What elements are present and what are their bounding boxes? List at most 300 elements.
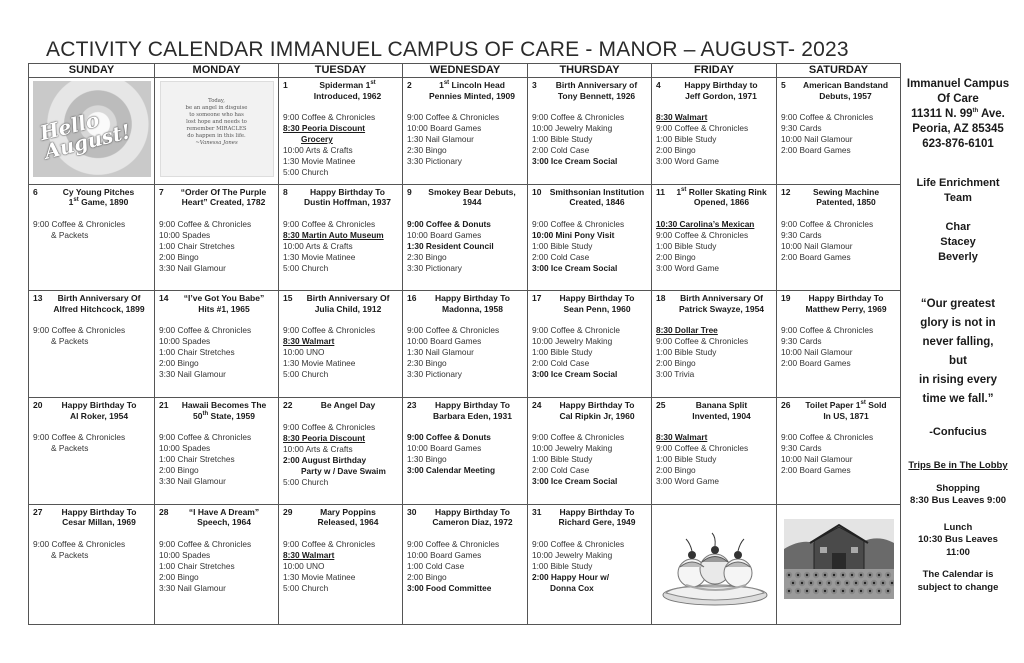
activity-item: 3:00 Ice Cream Social (532, 262, 618, 273)
activity-item: 1:00 Bible Study (532, 134, 593, 144)
activity-list (407, 539, 523, 594)
day-number: 1 (283, 80, 288, 90)
activity-item: 1:00 Bible Study (656, 240, 717, 251)
quote-card-line: do happen in this life. (187, 133, 246, 139)
activity-item: 10:00 Mini Pony Visit (532, 229, 615, 240)
activity-item: 8:30 Walmart (283, 549, 335, 560)
observance-line: Birth Anniversary of (555, 80, 638, 90)
day-number: 4 (656, 80, 661, 90)
day-number: 23 (407, 400, 417, 411)
activity-item: 10:00 Nail Glamour (781, 240, 853, 251)
observance-line: “Order Of The Purple (180, 186, 267, 197)
lunch-time: 10:30 Bus Leaves (918, 534, 998, 545)
day-cell (279, 291, 403, 398)
day-cell (403, 291, 528, 398)
activity-list (33, 325, 150, 347)
activity-item: 1:00 Bible Study (656, 454, 717, 465)
activity-item: 2:00 Cold Case (532, 251, 590, 262)
observance-line: Invented, 1904 (692, 410, 751, 421)
observance-line: Smithsonian Institution (549, 186, 645, 197)
activity-item: 9:00 Coffee & Chronicles (656, 336, 749, 347)
observance-line: Happy Birthday To (435, 506, 510, 517)
activity-item: 9:30 Cards (781, 443, 822, 454)
observance-line: Patented, 1850 (816, 197, 876, 208)
observance-line: Cy Young Pitches (62, 186, 135, 197)
calendar-grid (28, 63, 901, 625)
activity-item: 8:30 Walmart (656, 432, 708, 443)
observance-text (48, 507, 150, 528)
activity-list (656, 219, 772, 274)
angel-quote-image (160, 81, 274, 177)
image-cell (652, 504, 777, 624)
observance-text (297, 187, 398, 208)
activity-item: 1:30 Nail Glamour (407, 134, 474, 144)
day-number: 10 (532, 186, 542, 197)
activity-item: 8:30 Peoria Discount (283, 432, 366, 443)
activity-list (656, 432, 772, 487)
activity-item: 1:30 Nail Glamour (407, 347, 474, 358)
day-header (33, 507, 150, 528)
activity-item: 3:00 Food Committee (407, 582, 492, 593)
observance-line: Madonna, 1958 (442, 303, 503, 314)
observance-line: Birth Anniversary Of (680, 293, 763, 304)
activity-item: 8:30 Walmart (656, 112, 708, 122)
observance-text (422, 507, 523, 528)
activity-item: 3:00 Ice Cream Social (532, 476, 618, 487)
activity-item: 3:00 Trivia (656, 369, 695, 380)
activity-item: 10:00 Nail Glamour (781, 454, 853, 465)
org-name-line1: Immanuel Campus (906, 78, 1010, 90)
observance-text (671, 293, 772, 314)
activity-item: 9:00 Coffee & Chronicles (283, 325, 376, 336)
activity-item: 9:00 Coffee & Chronicles (159, 538, 252, 549)
activity-item: 9:00 Coffee & Chronicles (781, 112, 874, 122)
observance-line: Happy Birthday To (435, 400, 510, 411)
activity-list (656, 112, 772, 167)
observance-line: In US, 1871 (823, 410, 869, 421)
observance-line: Opened, 1866 (693, 197, 750, 208)
observance-text (422, 400, 523, 421)
activity-list (283, 112, 398, 178)
observance-text (173, 187, 274, 208)
activity-list (407, 112, 523, 167)
activity-item: 3:00 Ice Cream Social (532, 156, 618, 166)
activity-item: 9:00 Coffee & Chronicles (33, 218, 126, 229)
day-header (781, 400, 896, 421)
observance-line: Richard Gere, 1949 (558, 517, 636, 528)
weekday-header: FRIDAY (652, 64, 777, 78)
day-number: 22 (283, 400, 293, 411)
activity-item: 1:30 Movie Matinee (283, 358, 356, 369)
notice-line: subject to change (917, 581, 999, 593)
activity-item: 9:00 Coffee & Chronicles (33, 325, 126, 336)
observance-line: Happy Birthday To (435, 293, 510, 304)
day-header (33, 400, 150, 421)
day-header (33, 293, 150, 314)
observance-text (547, 187, 647, 208)
activity-item: 9:00 Coffee & Chronicles (532, 218, 625, 229)
observance-line: Sean Penn, 1960 (563, 303, 631, 314)
activity-item: Donna Cox (550, 582, 594, 593)
observance-text (298, 507, 398, 528)
activity-list (532, 112, 647, 167)
observance-line: Pennies Minted, 1909 (429, 90, 515, 101)
observance-text (547, 507, 647, 528)
activity-item: 10:00 UNO (283, 560, 325, 571)
observance-text (547, 400, 647, 421)
observance-line: 50th State, 1959 (193, 410, 255, 421)
day-header (159, 507, 274, 528)
activity-item: 9:00 Coffee & Chronicles (283, 421, 376, 432)
observance-text (671, 187, 772, 208)
observance-line: Birth Anniversary Of (306, 293, 390, 304)
activity-item: 3:00 Calendar Meeting (407, 465, 496, 476)
observance-line: 1st Game, 1890 (68, 197, 129, 208)
activity-list (781, 325, 896, 369)
day-header (159, 187, 274, 208)
activity-item: 9:00 Coffee & Chronicles (159, 218, 252, 229)
activity-item: 1:30 Movie Matinee (283, 251, 356, 262)
activity-item: 9:00 Coffee & Chronicles (407, 325, 500, 336)
day-number: 15 (283, 293, 293, 304)
activity-list (532, 325, 647, 380)
team-heading-line1: Life Enrichment (916, 177, 1000, 189)
inspirational-quote (902, 295, 1014, 409)
activity-item: 3:00 Word Game (656, 476, 720, 487)
activity-item: 1:00 Bible Study (656, 347, 717, 358)
observance-line: Matthew Perry, 1969 (805, 303, 887, 314)
weekday-header: THURSDAY (528, 64, 652, 78)
observance-line: Heart” Created, 1782 (181, 197, 266, 208)
observance-line: 1st Lincoln Head (439, 80, 505, 90)
activity-item: 2:00 Bingo (656, 358, 696, 369)
activity-item: 9:00 Coffee & Chronicles (656, 229, 749, 240)
activity-list (159, 325, 274, 380)
image-cell (29, 78, 155, 185)
observance-line: Released, 1964 (317, 517, 379, 528)
activity-item: 1:00 Bible Study (532, 454, 593, 465)
day-cell (528, 398, 652, 505)
quote-card-line: lost hope and needs to (186, 119, 247, 125)
activity-item: 10:00 Spades (159, 336, 211, 347)
activity-item: 9:00 Coffee & Chronicles (159, 325, 252, 336)
day-cell (279, 184, 403, 291)
activity-list (283, 219, 398, 274)
activity-item: 9:00 Coffee & Chronicles (159, 432, 252, 443)
day-cell (403, 398, 528, 505)
observance-line: Alfred Hitchcock, 1899 (53, 303, 145, 314)
activity-item: 9:30 Cards (781, 229, 822, 240)
activity-item: 9:00 Coffee & Chronicles (656, 443, 749, 454)
observance-line: Mary Poppins (320, 506, 376, 517)
activity-item: 1:30 Bingo (407, 454, 447, 465)
quote-line: time we fall.” (922, 393, 994, 405)
day-cell (155, 184, 279, 291)
quote-line: in rising every (919, 374, 997, 386)
activity-item: 2:00 Bingo (656, 465, 696, 476)
activity-item: 10:00 Arts & Crafts (283, 240, 353, 251)
observance-text (671, 400, 772, 421)
activity-item: 5:00 Church (283, 167, 329, 177)
activity-item: Grocery (301, 134, 333, 144)
day-cell (29, 398, 155, 505)
day-number: 11 (656, 186, 665, 197)
observance-line: Sewing Machine (812, 186, 880, 197)
observance-text (796, 293, 896, 314)
day-cell (652, 78, 777, 185)
observance-line: Tony Bennett, 1926 (557, 90, 636, 101)
activity-item: 1:00 Bible Study (656, 134, 717, 144)
notice-line: The Calendar is (922, 569, 994, 580)
activity-item: 10:00 Spades (159, 443, 211, 454)
calendar-week-row (29, 504, 901, 624)
observance-text (546, 80, 647, 101)
activity-item: 2:00 Bingo (159, 358, 199, 369)
day-header (656, 400, 772, 421)
observance-line: Debuts, 1957 (819, 90, 872, 101)
day-cell (155, 398, 279, 505)
observance-line: Happy Birthday To (559, 293, 635, 304)
activity-list (407, 219, 523, 274)
observance-line: Created, 1846 (569, 197, 625, 208)
activity-item: & Packets (51, 336, 89, 347)
activity-item: 9:00 Coffee & Chronicles (656, 123, 749, 133)
day-cell (279, 504, 403, 624)
observance-text (796, 187, 896, 208)
observance-text (670, 80, 772, 101)
quote-card-line: remember MIRACLES (186, 126, 247, 132)
observance-line: “I Have A Dream” (188, 506, 260, 517)
observance-text (174, 400, 274, 421)
activity-list (283, 539, 398, 594)
observance-line: American Bandstand (802, 80, 889, 90)
image-cell (777, 504, 901, 624)
activity-list (33, 539, 150, 561)
day-cell (29, 504, 155, 624)
observance-line: Jeff Gordon, 1971 (685, 90, 757, 101)
day-header (407, 400, 523, 421)
activity-item: 2:00 Bingo (159, 465, 199, 476)
hello-august-image (33, 81, 151, 177)
activity-item: 8:30 Walmart (283, 336, 335, 347)
observance-line: Barbara Eden, 1931 (433, 410, 512, 421)
activity-item: 10:00 Jewelry Making (532, 549, 613, 560)
hello-august-text: Hello August! (37, 107, 133, 164)
activity-item: 5:00 Church (283, 582, 329, 593)
weekday-header-row (29, 64, 901, 78)
activity-item: 9:00 Coffee & Chronicles (283, 538, 376, 549)
weekday-header: MONDAY (155, 64, 279, 78)
observance-line: Dustin Hoffman, 1937 (304, 197, 391, 208)
day-number: 20 (33, 400, 43, 411)
quote-card-line: Today, (208, 98, 225, 104)
activity-list (283, 422, 398, 488)
activity-item: 10:00 Jewelry Making (532, 336, 613, 347)
day-number: 6 (33, 186, 38, 197)
observance-text (298, 400, 398, 411)
activity-item: 1:00 Bible Study (532, 347, 593, 358)
activity-item: 9:00 Coffee & Chronicles (407, 112, 500, 122)
activity-item: 3:30 Nail Glamour (159, 582, 226, 593)
activity-item: 10:00 Spades (159, 229, 211, 240)
calendar-week-row (29, 291, 901, 398)
image-cell (155, 78, 279, 185)
activity-item: 9:00 Coffee & Chronicles (532, 538, 625, 549)
day-cell (777, 184, 901, 291)
activity-item: 10:00 Board Games (407, 229, 482, 240)
activity-item: 2:00 Bingo (159, 571, 199, 582)
observance-line: Introduced, 1962 (313, 90, 382, 101)
activity-list (159, 432, 274, 487)
activity-item: 3:30 Nail Glamour (159, 369, 226, 380)
observance-text (48, 400, 150, 421)
activity-list (159, 539, 274, 594)
activity-list (407, 325, 523, 380)
calendar-title: ACTIVITY CALENDAR IMMANUEL CAMPUS OF CARE - MANOR – AUGUST- 2023 (46, 38, 849, 61)
day-cell (403, 78, 528, 185)
quote-line: but (949, 355, 967, 367)
observance-line: Banana Split (695, 400, 748, 411)
day-cell (777, 78, 901, 185)
activity-list (781, 112, 896, 156)
activity-list (532, 219, 647, 274)
activity-list (656, 325, 772, 380)
shopping-time: 8:30 Bus Leaves 9:00 (909, 495, 1007, 506)
observance-text (48, 293, 150, 314)
activity-item: 1:30 Movie Matinee (283, 156, 356, 166)
team-heading (902, 176, 1014, 206)
day-cell (652, 184, 777, 291)
shopping-info (902, 483, 1014, 508)
day-cell (279, 78, 403, 185)
day-number: 13 (33, 293, 43, 304)
observance-line: Happy Birthday To (559, 506, 635, 517)
day-cell (155, 291, 279, 398)
day-number: 19 (781, 293, 791, 304)
activity-item: 1:00 Chair Stretches (159, 560, 235, 571)
observance-line: Happy Birthday To (61, 400, 137, 411)
day-cell (652, 398, 777, 505)
activity-item: 3:30 Nail Glamour (159, 262, 226, 273)
activity-item: 2:00 Bingo (656, 145, 696, 155)
activity-item: 3:00 Word Game (656, 262, 720, 273)
observance-line: Speech, 1964 (197, 517, 251, 528)
observance-line: Happy Birthday To (808, 293, 884, 304)
day-header (283, 507, 398, 528)
day-number: 29 (283, 506, 293, 517)
day-cell (777, 398, 901, 505)
day-cell (403, 184, 528, 291)
day-cell (528, 184, 652, 291)
activity-item: 10:00 Nail Glamour (781, 134, 853, 144)
activity-item: 2:00 Board Games (781, 145, 851, 155)
day-header (781, 187, 896, 208)
observance-text (47, 187, 150, 208)
observance-text (174, 507, 274, 528)
day-number: 24 (532, 400, 542, 411)
activity-item: 2:30 Bingo (407, 251, 447, 262)
day-number: 8 (283, 186, 288, 197)
lunch-title: Lunch (943, 521, 973, 533)
activity-item: 2:00 Cold Case (532, 358, 590, 369)
calendar-week-row (29, 78, 901, 185)
day-number: 28 (159, 506, 169, 517)
activity-item: 3:30 Nail Glamour (159, 476, 226, 487)
barn-sunflowers-image (784, 519, 894, 599)
activity-list (283, 325, 398, 380)
day-number: 21 (159, 400, 169, 411)
observance-text (795, 80, 896, 101)
weekday-header: TUESDAY (279, 64, 403, 78)
day-number: 25 (656, 400, 666, 411)
activity-item: 9:00 Coffee & Chronicle (532, 325, 620, 336)
activity-item: 10:00 Board Games (407, 123, 482, 133)
activity-item: 1:00 Chair Stretches (159, 454, 235, 465)
staff-list (902, 220, 1014, 265)
activity-item: 1:00 Chair Stretches (159, 240, 235, 251)
quote-author: -Confucius (929, 426, 987, 438)
day-header (656, 187, 772, 208)
activity-item: 9:30 Cards (781, 123, 822, 133)
activity-item: 5:00 Church (283, 369, 329, 380)
activity-item: 9:00 Coffee & Donuts (407, 218, 491, 229)
day-number: 17 (532, 293, 542, 304)
observance-line: Happy Birthday To (61, 506, 137, 517)
observance-line: Hits #1, 1965 (198, 303, 250, 314)
day-cell (777, 291, 901, 398)
activity-item: 1:00 Cold Case (407, 560, 465, 571)
day-header (532, 400, 647, 421)
activity-item: 2:00 Cold Case (532, 145, 590, 155)
staff-name: Beverly (938, 251, 978, 263)
observance-line: Be Angel Day (320, 400, 376, 411)
day-number: 18 (656, 293, 666, 304)
activity-item: 9:00 Coffee & Chronicles (781, 432, 874, 443)
activity-item: 2:00 Board Games (781, 465, 851, 476)
day-number: 5 (781, 80, 786, 90)
day-cell (29, 291, 155, 398)
activity-item: 1:00 Bible Study (532, 560, 593, 571)
observance-text (298, 293, 398, 314)
quote-card-line: be an angel in disguise (185, 105, 248, 111)
activity-item: 1:00 Chair Stretches (159, 347, 235, 358)
activity-item: 9:00 Coffee & Chronicles (781, 218, 874, 229)
day-cell (155, 504, 279, 624)
activity-item: 2:30 Bingo (407, 145, 447, 155)
observance-text (421, 80, 523, 101)
day-header (656, 293, 772, 314)
activity-item: 3:00 Ice Cream Social (532, 369, 618, 380)
day-header (532, 293, 647, 314)
observance-line: Happy Birthday To (559, 400, 635, 411)
observance-text (422, 293, 523, 314)
quote-card-line: to someone who has (189, 112, 244, 118)
activity-item: & Packets (51, 443, 89, 454)
observance-text (421, 187, 523, 208)
staff-name: Char (945, 221, 971, 233)
observance-line: “I’ve Got You Babe” (183, 293, 265, 304)
activity-item: 2:00 Board Games (781, 251, 851, 262)
day-header (407, 293, 523, 314)
weekday-header: SATURDAY (777, 64, 901, 78)
change-notice (902, 569, 1014, 594)
calendar-week-row (29, 398, 901, 505)
org-address-line1: 11311 N. 99th Ave. (911, 108, 1005, 120)
activity-item: 10:00 Arts & Crafts (283, 145, 353, 155)
activity-item: 1:00 Bible Study (532, 240, 593, 251)
activity-item: 3:30 Pictionary (407, 156, 462, 166)
activity-list (532, 432, 647, 487)
